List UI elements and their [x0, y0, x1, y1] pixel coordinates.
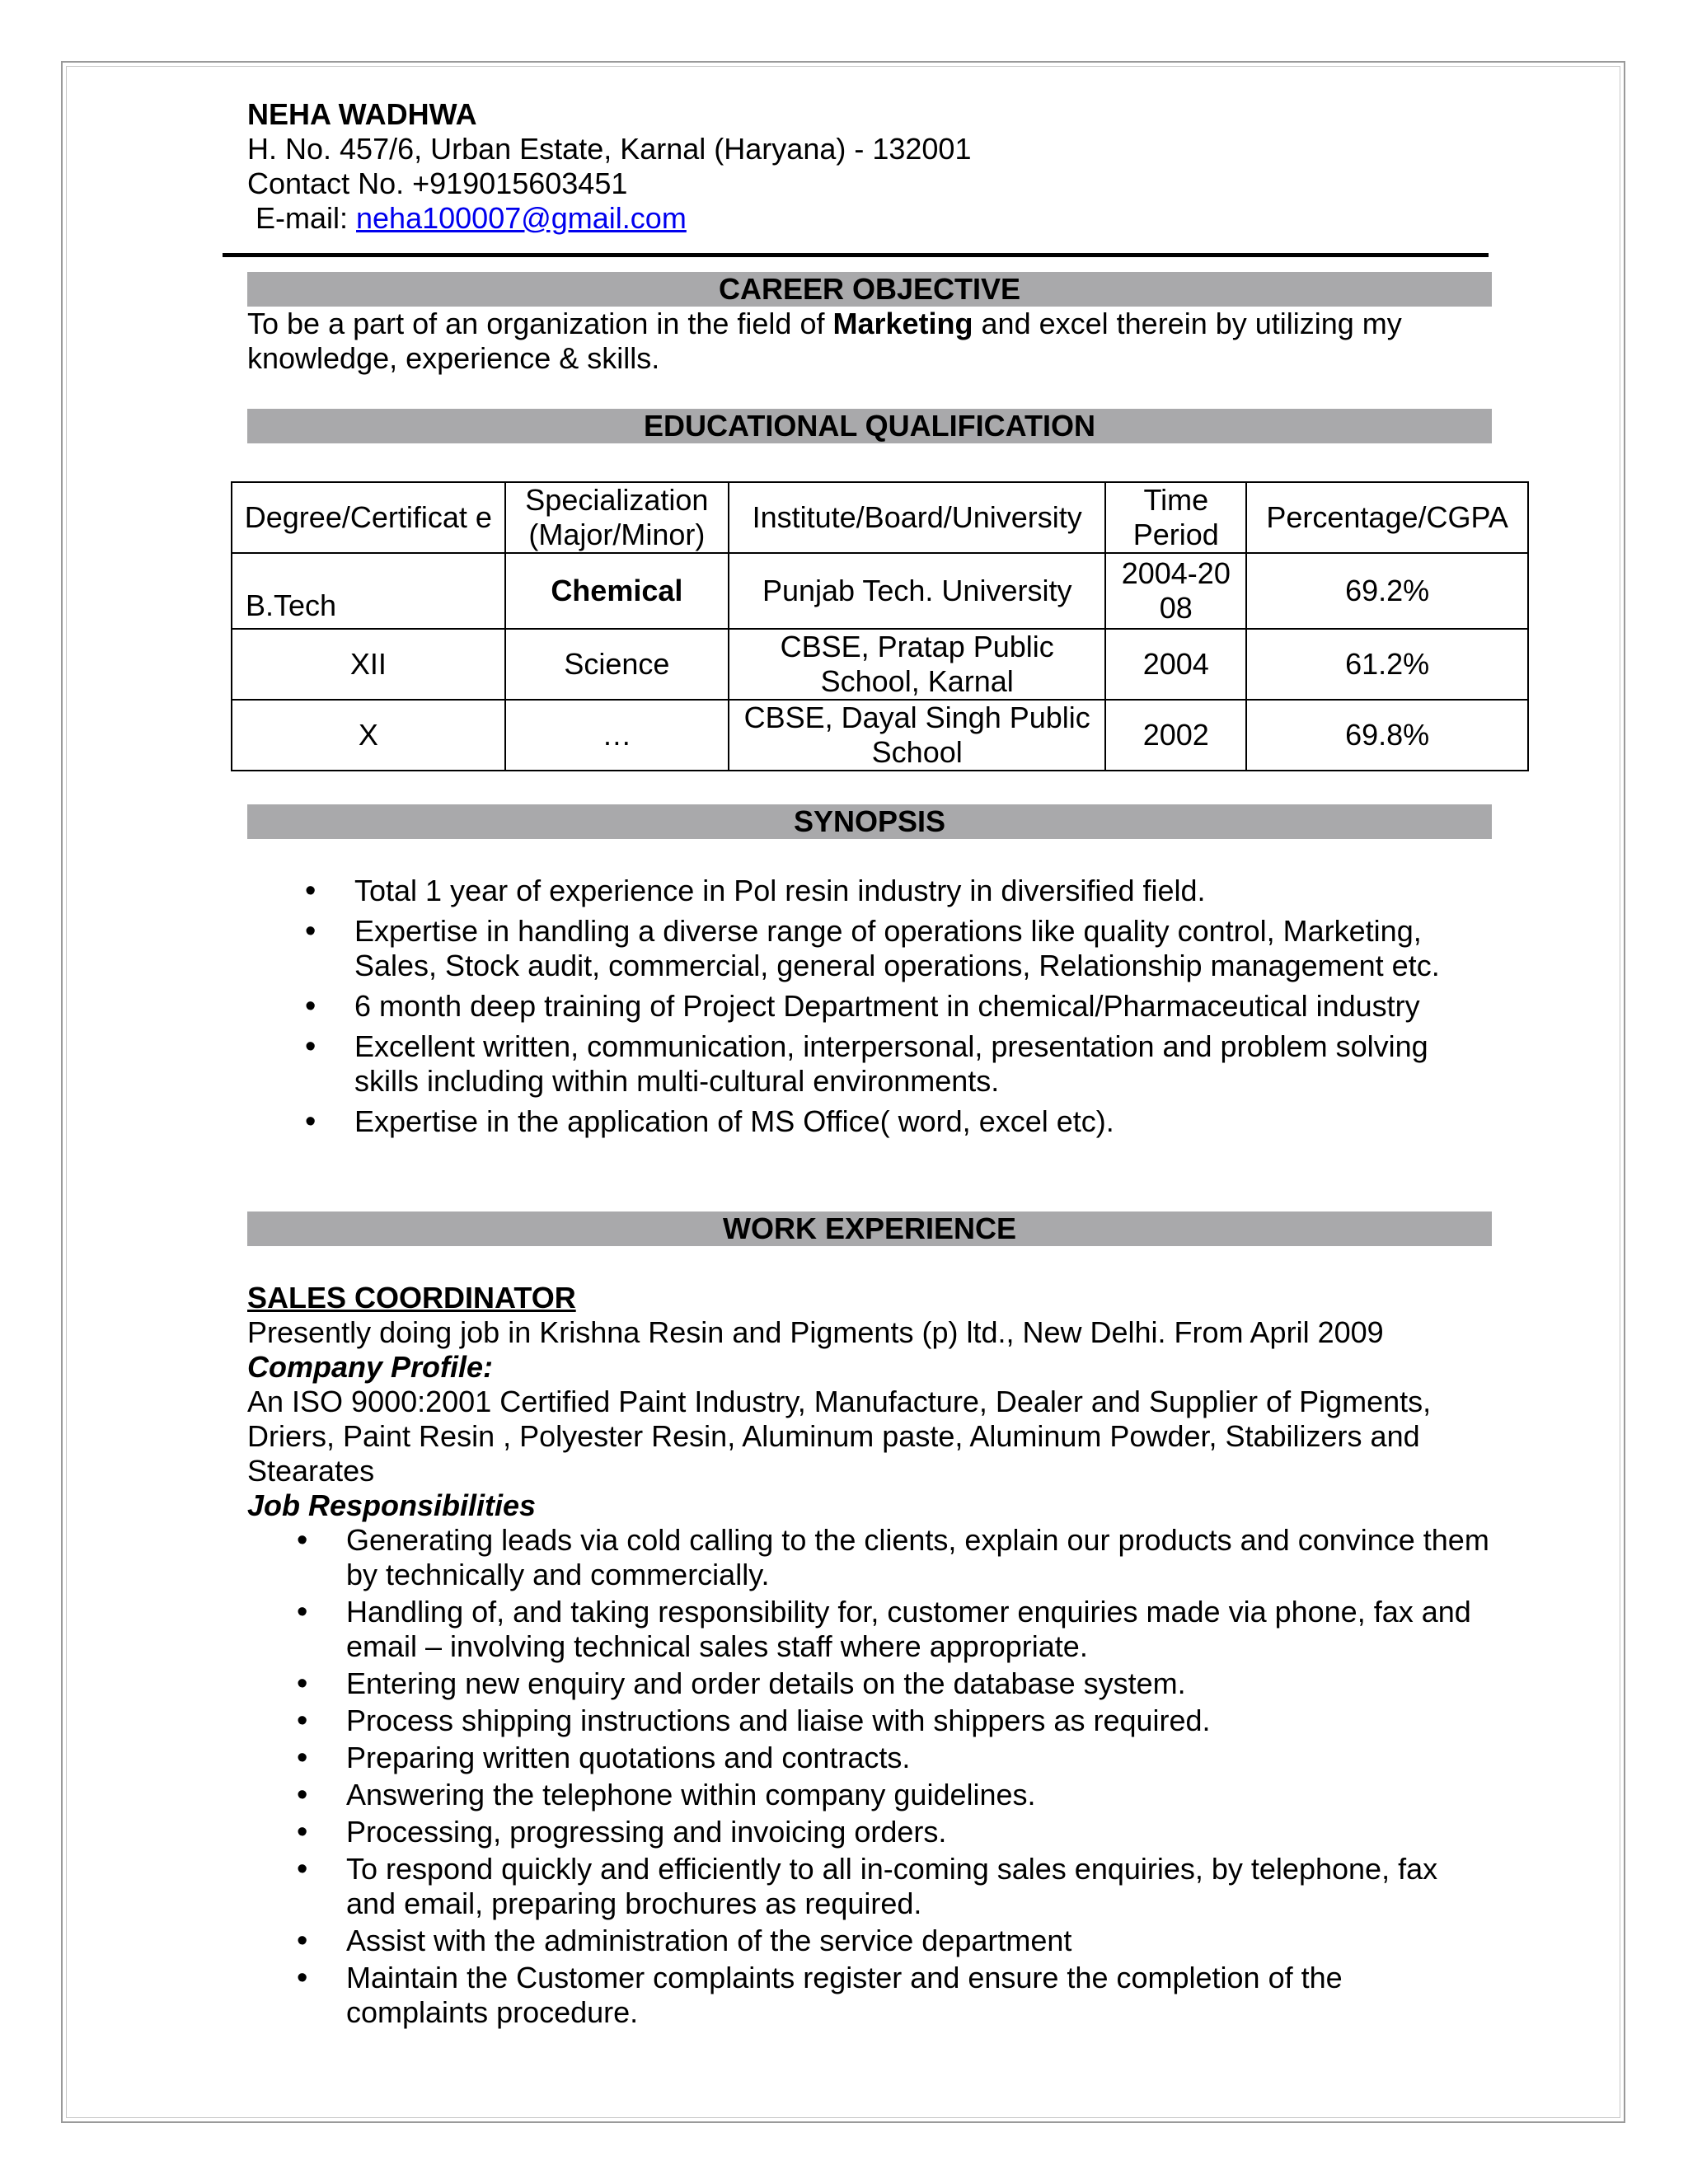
objective-text-end: and excel therein by utilizing my knowledge, experience & skills.: [247, 307, 1402, 375]
table-row: [232, 553, 1528, 629]
cell-time-period: 2002: [1105, 700, 1246, 771]
cell-percentage: 69.8%: [1246, 700, 1528, 771]
email-line: [247, 201, 1492, 236]
synopsis-list: [247, 874, 1492, 1139]
cell-institute: Punjab Tech. University: [729, 553, 1105, 629]
cell-degree: XII: [232, 629, 505, 700]
job-line: Presently doing job in Krishna Resin and Pigments (p) ltd., New Delhi. From April 2009: [247, 1315, 1384, 1349]
header-divider: [223, 253, 1489, 257]
list-item: • Expertise in handling a diverse range of operations like quality control, Marketing, Sales, Stock audit, commercial, general operations, Relationship management etc.: [354, 914, 1492, 983]
contact-line: Contact No. +919015603451: [247, 166, 628, 200]
cell-institute: CBSE, Dayal Singh Public School: [729, 700, 1105, 771]
cell-percentage: 69.2%: [1246, 553, 1528, 629]
resume-header: [247, 97, 1492, 236]
objective-text-start: To be a part of an organization in the field of: [247, 307, 833, 340]
work-experience-section: [247, 1212, 1492, 2032]
list-item: • Expertise in the application of MS Office( word, excel etc).: [354, 1104, 1492, 1139]
career-objective-text: [247, 307, 1492, 376]
header-specialization: Specialization (Major/Minor): [505, 482, 729, 553]
list-item: • Excellent written, communication, interpersonal, presentation and problem solving skills including within multi-cultural environments.: [354, 1029, 1492, 1099]
list-item: • Assist with the administration of the service department: [346, 1924, 1492, 1958]
cell-time-period: 2004-20 08: [1105, 553, 1246, 629]
list-item: • Handling of, and taking responsibility for, customer enquiries made via phone, fax and email – involving technical sales staff where appropriate.: [346, 1595, 1492, 1664]
list-item: • Maintain the Customer complaints register and ensure the completion of the complaints procedure.: [346, 1961, 1492, 2030]
list-item: • Entering new enquiry and order details on the database system.: [346, 1666, 1492, 1701]
cell-specialization: Science: [505, 629, 729, 700]
company-profile-label: Company Profile:: [247, 1350, 494, 1384]
education-table: [231, 481, 1529, 771]
email-label: E-mail:: [247, 201, 357, 235]
header-percentage: Percentage/CGPA: [1246, 482, 1528, 553]
company-profile-text: An ISO 9000:2001 Certified Paint Industry, Manufacture, Dealer and Supplier of Pigments, Driers, Paint Resin , Polyester Resin, Aluminum paste, Aluminum Powder, Stabilizers and Stearates: [247, 1385, 1432, 1488]
table-header-row: [232, 482, 1528, 553]
list-item: • Generating leads via cold calling to the clients, explain our products and convince them by technically and commercially.: [346, 1523, 1492, 1592]
candidate-name: NEHA WADHWA: [247, 97, 477, 131]
responsibilities-list: [247, 1523, 1492, 2030]
header-institute: Institute/Board/University: [729, 482, 1105, 553]
cell-percentage: 61.2%: [1246, 629, 1528, 700]
career-objective-title: CAREER OBJECTIVE: [247, 272, 1492, 307]
education-title: EDUCATIONAL QUALIFICATION: [247, 409, 1492, 443]
list-item: • Preparing written quotations and contracts.: [346, 1741, 1492, 1775]
header-degree: Degree/Certificat e: [232, 482, 505, 553]
list-item: • To respond quickly and efficiently to all in-coming sales enquiries, by telephone, fax and email, preparing brochures as required.: [346, 1852, 1492, 1921]
cell-degree: X: [232, 700, 505, 771]
list-item: • 6 month deep training of Project Department in chemical/Pharmaceutical industry: [354, 989, 1492, 1024]
list-item: • Answering the telephone within company guidelines.: [346, 1778, 1492, 1812]
email-link[interactable]: neha100007@gmail.com: [356, 201, 687, 235]
list-item: • Total 1 year of experience in Pol resin industry in diversified field.: [354, 874, 1492, 908]
objective-field: Marketing: [832, 307, 973, 340]
education-section: [247, 409, 1492, 443]
work-experience-title: WORK EXPERIENCE: [247, 1212, 1492, 1246]
career-objective-section: [247, 272, 1492, 376]
cell-specialization: Chemical: [505, 553, 729, 629]
list-item: • Processing, progressing and invoicing orders.: [346, 1815, 1492, 1849]
job-responsibilities-label: Job Responsibilities: [247, 1488, 537, 1522]
cell-specialization: …: [505, 700, 729, 771]
cell-time-period: 2004: [1105, 629, 1246, 700]
header-time-period: Time Period: [1105, 482, 1246, 553]
table-row: [232, 700, 1528, 771]
cell-institute: CBSE, Pratap Public School, Karnal: [729, 629, 1105, 700]
list-item: • Process shipping instructions and liaise with shippers as required.: [346, 1704, 1492, 1738]
synopsis-section: [247, 804, 1492, 1145]
cell-degree: B.Tech: [232, 553, 505, 629]
job-title: SALES COORDINATOR: [247, 1281, 576, 1315]
synopsis-title: SYNOPSIS: [247, 804, 1492, 839]
address-line: H. No. 457/6, Urban Estate, Karnal (Haryana) - 132001: [247, 132, 972, 166]
table-row: [232, 629, 1528, 700]
